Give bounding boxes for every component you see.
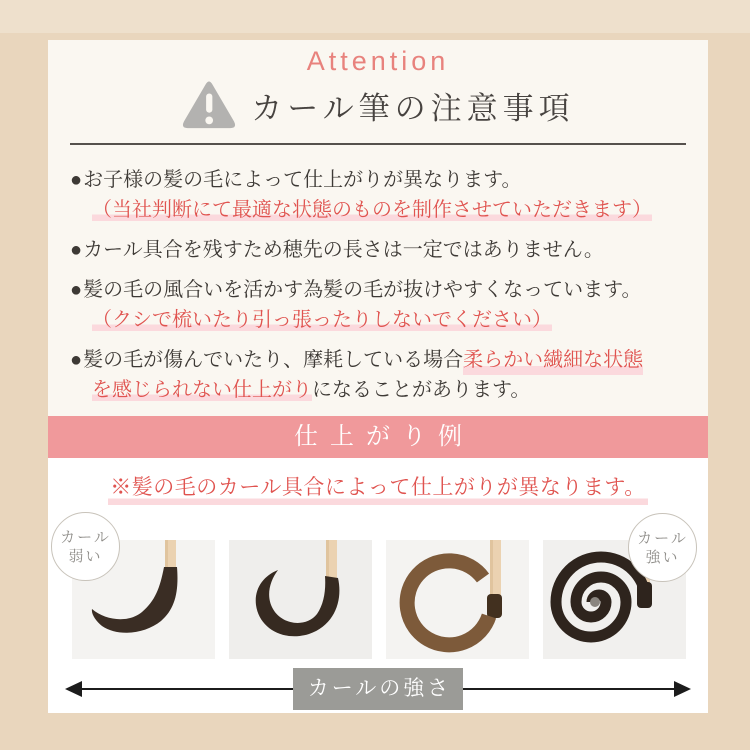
- frame-top-strip: [0, 0, 750, 33]
- strong-curl-label-line2: 強い: [645, 548, 680, 566]
- notes-list: [48, 145, 708, 405]
- attention-heading: Attention: [306, 46, 450, 76]
- note-sub-text: （当社判断にて最適な状態のものを制作させていただきます）: [92, 199, 652, 221]
- note-text-highlight: を感じられない仕上がり: [92, 379, 312, 401]
- note-item-1: [70, 165, 694, 195]
- note-text-highlight: 柔らかい繊細な状態: [463, 345, 643, 375]
- arrow-right-icon: [674, 681, 691, 697]
- content-area: [48, 40, 708, 713]
- note-text: カール具合を残すため穂先の長さは一定ではありません。: [83, 239, 604, 261]
- brush-photo-curl-strong: [386, 540, 529, 659]
- note-item-4: [70, 345, 694, 375]
- note-text: になることがあります。: [312, 379, 531, 401]
- note-sub-4: [70, 375, 694, 405]
- note-item-3: [70, 275, 694, 305]
- brush-photo-curl-weak: [229, 540, 372, 659]
- weak-curl-label-line2: 弱い: [68, 547, 103, 565]
- bullet-marker: ●: [70, 169, 83, 191]
- axis-label: カールの強さ: [293, 668, 463, 710]
- note-text: 髪の毛の風合いを活かす為髪の毛が抜けやすくなっています。: [83, 279, 642, 301]
- weak-curl-label-line1: カール: [60, 528, 111, 546]
- note-item-2: [70, 235, 694, 265]
- examples-caption: ※髪の毛のカール具合によって仕上がりが異なります。: [48, 458, 708, 501]
- bullet-marker: ●: [70, 349, 83, 371]
- title-row: [48, 79, 708, 131]
- strong-curl-label-line1: カール: [637, 529, 688, 547]
- strong-curl-badge: [628, 513, 697, 582]
- brush-photos-row: [72, 540, 686, 659]
- curl-strength-axis: [65, 668, 691, 710]
- note-text: お子様の髪の毛によって仕上がりが異なります。: [83, 169, 522, 191]
- attention-section: [48, 40, 708, 416]
- examples-section: [48, 458, 708, 713]
- finished-examples-banner: 仕上がり例: [48, 416, 708, 458]
- note-sub-1: [70, 195, 694, 225]
- weak-curl-badge: [51, 512, 120, 581]
- note-sub-text: （クシで梳いたり引っ張ったりしないでください）: [92, 309, 552, 331]
- note-text: 髪の毛が傷んでいたり、摩耗している場合: [83, 349, 464, 371]
- warning-triangle-icon: [181, 80, 237, 130]
- page-title: カール筆の注意事項: [251, 90, 575, 126]
- bullet-marker: ●: [70, 239, 83, 261]
- bullet-marker: ●: [70, 279, 83, 301]
- note-sub-3: [70, 305, 694, 335]
